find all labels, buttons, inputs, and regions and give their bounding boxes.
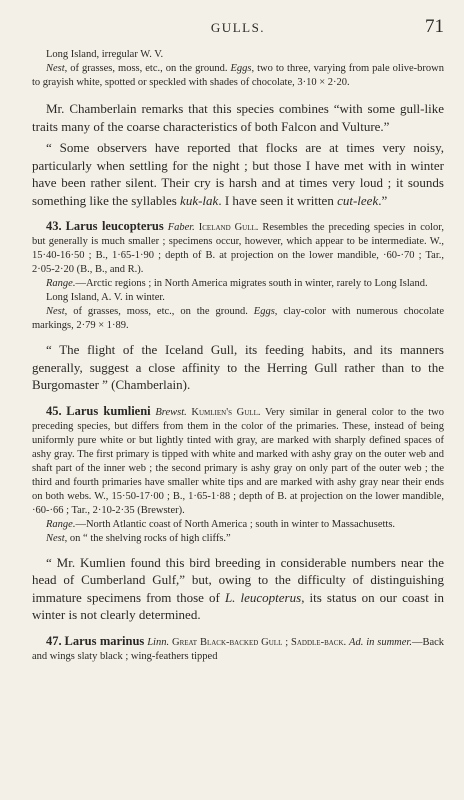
species-45-entry: 45. Larus kumlieni Brewst. Kumlien's Gull. Very similar in general color to the two preceding species, but differs from them in the color of the primaries. These, instead of being uniformly pure white or but lightly tinted with gray, are marked with sharply defined spaces of ashy gray. The first primary is tipped with white and marked with ashy gray on the outer web and shaft part of the inner web ; the second primary is ashy gray on only part of the outer web ; the third and fourth primaries have smaller white tips and are marked with ashy gray near their ends on both webs. W., 15·50-17·00 ; B., 1·65-1·88 ; depth of B. at projection on the lower mandible, ·60-·66 ; Tar., 2·10-2·35 (Brewster).: [32, 403, 445, 516]
species-43-entry: 43. Larus leucopterus Faber. Iceland Gull. Resembles the preceding species in color, but generally is much smaller ; specimens occur, however, which appear to be intermediate. W., 15·40-16·50 ; B., 1·65-1·90 ; depth of B. at projection on the lower mandible, ·60-·70 ; Tar., 2·05-2·20 (B., B., and R.).: [32, 219, 444, 275]
page-header: [32, 14, 444, 40]
running-head: GULLS.: [210, 20, 266, 35]
species-43-quote: “ The flight of the Iceland Gull, its feeding habits, and its manners generally, suggest a close affinity to the Herring Gull rather than to the Burgomaster ” (Chamberlain).: [32, 342, 444, 392]
species-43-range: Range.—Arctic regions ; in North America migrates south in winter, rarely to Long Island.: [46, 278, 428, 289]
species-43-nest: Nest, of grasses, moss, etc., on the ground. Eggs, clay-color with numerous chocolate markings, 2·79 × 1·89.: [32, 306, 444, 331]
species-43-locality: Long Island, A. V. in winter.: [46, 292, 165, 303]
nest-paragraph: Nest, of grasses, moss, etc., on the ground. Eggs, two to three, varying from pale olive-brown to grayish white, spotted or speckled with shades of chocolate, 3·10 × 2·20.: [32, 63, 444, 88]
chamberlain-remark: Mr. Chamberlain remarks that this species combines “with some gull-like traits many of the coarse characteristics of both Falcon and Vulture.”: [32, 101, 444, 134]
locality-note: Long Island, irregular W. V.: [46, 49, 164, 60]
species-45-range: Range.—North Atlantic coast of North America ; south in winter to Massachusetts.: [46, 518, 396, 530]
species-45-nest: Nest, on “ the shelving rocks of high cliffs.”: [46, 532, 231, 544]
species-47-entry: 47. Larus marinus Linn. Great Black-backed Gull ; Saddle-back. Ad. in summer.—Back and wings slaty black ; wing-feathers tipped: [32, 633, 445, 662]
page-number: 71: [425, 16, 444, 37]
chamberlain-quote: “ Some observers have reported that flocks are at times very noisy, particularly when settling for the night ; but those I have met with in winter have been rather silent. Their cry is harsh and at times very loud ; it sounds something like the syllables kuk-lak. I have seen it written cut-leek.”: [32, 140, 444, 208]
species-45-quote: “ Mr. Kumlien found this bird breeding in considerable numbers near the head of Cumberland Gulf,” but, owing to the difficulty of distinguishing immature specimens from those of L. leucopterus, its status on our coast in winter is not clearly determined.: [32, 554, 445, 622]
